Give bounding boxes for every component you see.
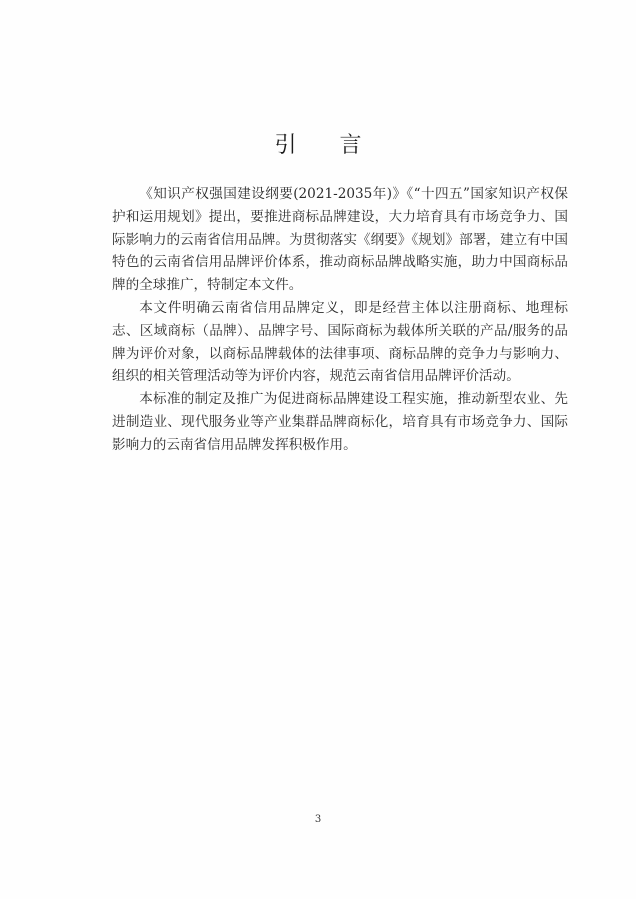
- page-title: 引 言: [274, 133, 380, 158]
- paragraph-2: 本文件明确云南省信用品牌定义，即是经营主体以注册商标、地理标志、区域商标（品牌）、品牌字号、国际商标为载体所关联的产品/服务的品牌为评价对象，以商标品牌载体的法律事项、商标品牌的竞争力与影响力、组织的相关管理活动等为评价内容，规范云南省信用品牌评价活动。: [112, 299, 568, 385]
- page-number: 3: [314, 814, 322, 825]
- body-text: [112, 183, 568, 457]
- paragraph-3: 本标准的制定及推广为促进商标品牌建设工程实施，推动新型农业、先进制造业、现代服务业等产业集群品牌商标化，培育具有市场竞争力、国际影响力的云南省信用品牌发挥积极作用。: [112, 391, 568, 453]
- paragraph-1: 《知识产权强国建设纲要(2021-2035年)》《“十四五”国家知识产权保护和运用规划》提出，要推进商标品牌建设，大力培育具有市场竞争力、国际影响力的云南省信用品牌。为贯彻落实《纲要》《规划》部署，建立有中国特色的云南省信用品牌评价体系，推动商标品牌战略实施，助力中国商标品牌的全球推广，特制定本文件。: [112, 186, 568, 294]
